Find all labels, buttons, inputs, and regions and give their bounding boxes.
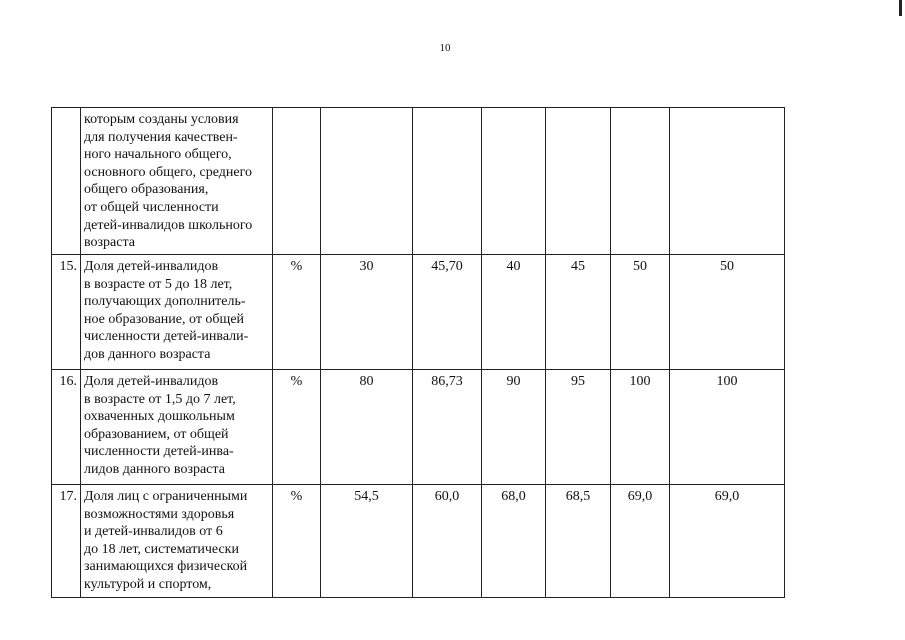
indicator-name-line: лидов данного возраста [84, 461, 225, 477]
value-cell: 50 [611, 255, 670, 370]
indicator-name [81, 108, 273, 255]
indicator-name-line: в возрасте от 5 до 18 лет, [84, 276, 233, 292]
indicator-name-line: Доля детей-инвалидов [84, 374, 219, 389]
indicator-name-line: Доля детей-инвалидов [84, 259, 219, 274]
scan-edge-mark [899, 0, 902, 16]
unit-cell: % [273, 485, 321, 598]
value-cell: 95 [546, 370, 611, 485]
value-cell [413, 108, 482, 255]
unit-cell: % [273, 370, 321, 485]
value-cell: 90 [482, 370, 546, 485]
value-cell: 68,5 [546, 485, 611, 598]
value-cell: 100 [611, 370, 670, 485]
indicator-name-line: возможностями здоровья [84, 506, 235, 522]
value-cell: 69,0 [611, 485, 670, 598]
indicator-name-line: основного общего, среднего [84, 164, 253, 180]
unit-cell [273, 108, 321, 255]
indicator-name-line: от общей численности [84, 199, 219, 215]
indicator-name-line: в возрасте от 1,5 до 7 лет, [84, 391, 236, 407]
indicator-name-line: численности детей-инвали- [84, 329, 249, 345]
indicator-name [81, 255, 273, 370]
value-cell: 45,70 [413, 255, 482, 370]
indicator-name-line: образованием, от общей [84, 426, 229, 442]
row-number: 17. [52, 485, 81, 598]
table-row [52, 370, 785, 485]
table-row [52, 108, 785, 255]
indicator-name-line: до 18 лет, систематически [84, 541, 239, 557]
indicator-name-line: Доля лиц с ограниченными [84, 489, 248, 504]
value-cell: 50 [670, 255, 785, 370]
value-cell: 45 [546, 255, 611, 370]
indicator-name-line: для получения качествен- [84, 129, 238, 145]
indicator-name-line: возраста [84, 235, 135, 251]
value-cell: 30 [321, 255, 413, 370]
indicator-name-line: охваченных дошкольным [84, 409, 235, 425]
indicator-name-line: культурой и спортом, [84, 576, 212, 592]
indicator-name-line: дов данного возраста [84, 346, 211, 362]
indicator-name-line: численности детей-инва- [84, 444, 234, 460]
value-cell [670, 108, 785, 255]
value-cell: 86,73 [413, 370, 482, 485]
indicator-name [81, 485, 273, 598]
indicator-name-line: ное образование, от общей [84, 311, 245, 327]
indicator-name-line: которым созданы условия [84, 112, 239, 127]
indicator-name-line: общего образования, [84, 182, 209, 198]
indicator-name-line: детей-инвалидов школьного [84, 217, 253, 233]
row-number: 15. [52, 255, 81, 370]
indicator-name [81, 370, 273, 485]
page-number: 10 [439, 42, 451, 54]
value-cell [321, 108, 413, 255]
value-cell [482, 108, 546, 255]
value-cell: 40 [482, 255, 546, 370]
row-number [52, 108, 81, 255]
indicators-table [51, 107, 785, 598]
row-number: 16. [52, 370, 81, 485]
value-cell: 80 [321, 370, 413, 485]
value-cell: 60,0 [413, 485, 482, 598]
indicator-name-line: получающих дополнитель- [84, 294, 246, 310]
table-row [52, 485, 785, 598]
unit-cell: % [273, 255, 321, 370]
indicator-name-line: занимающихся физической [84, 559, 248, 575]
value-cell: 68,0 [482, 485, 546, 598]
indicator-name-line: и детей-инвалидов от 6 [84, 524, 223, 540]
value-cell [546, 108, 611, 255]
indicator-name-line: ного начального общего, [84, 147, 232, 163]
table-row [52, 255, 785, 370]
value-cell: 54,5 [321, 485, 413, 598]
value-cell [611, 108, 670, 255]
value-cell: 100 [670, 370, 785, 485]
value-cell: 69,0 [670, 485, 785, 598]
